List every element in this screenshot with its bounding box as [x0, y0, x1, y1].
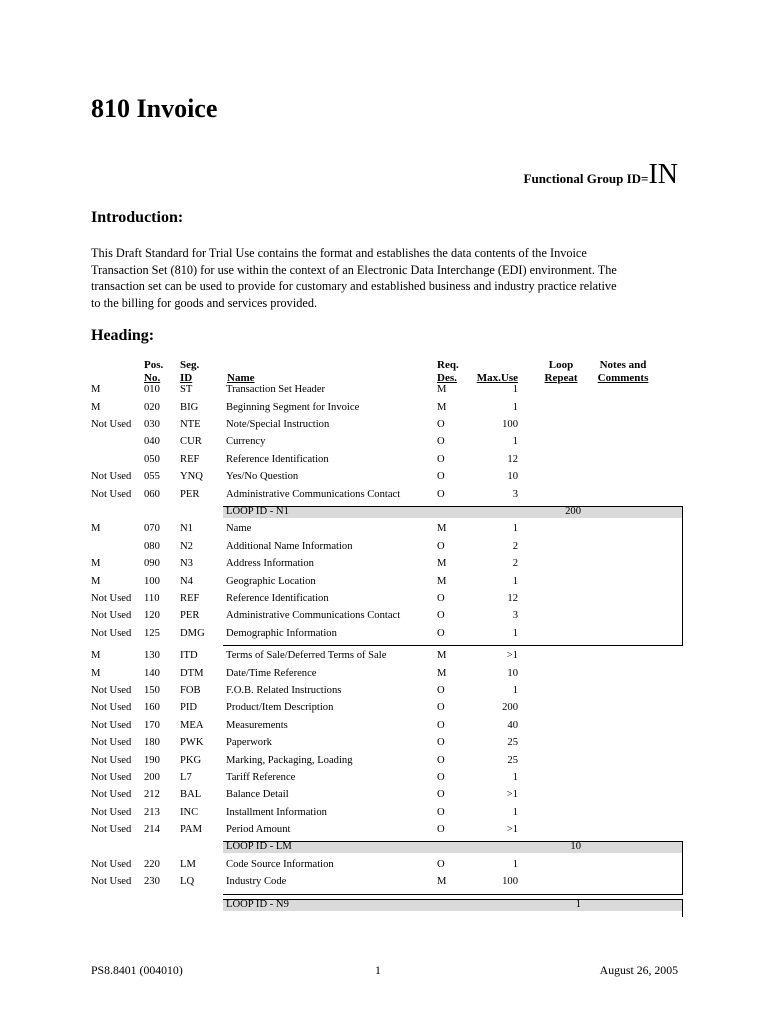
segment-row: [0, 538, 768, 555]
segment-name: Reference Identification: [226, 453, 329, 465]
position-number: 020: [144, 401, 160, 413]
usage-indicator: Not Used: [91, 488, 132, 500]
segment-id: LQ: [180, 876, 195, 888]
usage-indicator: Not Used: [91, 771, 132, 783]
col-header-pos: No.: [144, 371, 161, 384]
position-number: 213: [144, 806, 160, 818]
segment-name: Balance Detail: [226, 789, 289, 801]
usage-indicator: M: [91, 558, 101, 570]
segment-row: [0, 451, 768, 468]
requirement-designator: M: [437, 876, 447, 888]
requirement-designator: O: [437, 806, 445, 818]
segment-id: LM: [180, 858, 196, 870]
segment-name: Period Amount: [226, 824, 291, 836]
requirement-designator: O: [437, 488, 445, 500]
segment-name: Transaction Set Header: [226, 384, 326, 396]
position-number: 170: [144, 719, 160, 731]
segment-name: Additional Name Information: [226, 540, 353, 552]
max-use: >1: [506, 650, 518, 662]
segment-id: YNQ: [180, 471, 203, 483]
paragraph-line: Transaction Set (810) for use within the context of an Electronic Data Interchange (EDI) environment. The: [91, 262, 617, 277]
requirement-designator: O: [437, 684, 445, 696]
segment-row: [0, 682, 768, 699]
max-use: 1: [512, 575, 518, 587]
segment-id: INC: [180, 806, 199, 818]
segment-row: [0, 625, 768, 642]
paragraph-line: to the billing for goods and services provided.: [91, 296, 318, 311]
loop-header-row: [0, 896, 768, 913]
position-number: 130: [144, 650, 160, 662]
segment-name: Administrative Communications Contact: [226, 488, 401, 500]
segment-name: Demographic Information: [226, 627, 337, 639]
position-number: 230: [144, 876, 160, 888]
loop-shading: [223, 900, 682, 911]
position-number: 120: [144, 610, 160, 622]
segment-name: Geographic Location: [226, 575, 316, 587]
position-number: 080: [144, 540, 160, 552]
max-use: 10: [507, 667, 518, 679]
position-number: 100: [144, 575, 160, 587]
segment-id: N2: [180, 540, 193, 552]
usage-indicator: Not Used: [91, 719, 132, 731]
segment-name: Currency: [226, 436, 266, 448]
usage-indicator: M: [91, 523, 101, 535]
loop-header-row: [0, 503, 768, 520]
loop-id: LOOP ID - N9: [226, 898, 289, 910]
segment-id: DMG: [180, 627, 205, 639]
loop-repeat: 10: [570, 841, 581, 853]
requirement-designator: M: [437, 384, 447, 396]
col-header-notes: Notes and: [599, 358, 647, 371]
max-use: 100: [502, 876, 518, 888]
max-use: 200: [502, 702, 518, 714]
segment-id: N3: [180, 558, 193, 570]
footer-document-id: PS8.8401 (004010): [91, 963, 183, 977]
col-header-loop: Loop: [548, 358, 574, 371]
position-number: 070: [144, 523, 160, 535]
requirement-designator: M: [437, 558, 447, 570]
col-header-pos: Pos.: [144, 358, 164, 371]
functional-group-id: [524, 158, 678, 196]
requirement-designator: M: [437, 667, 447, 679]
segment-name: Address Information: [226, 558, 314, 570]
position-number: 212: [144, 789, 160, 801]
usage-indicator: Not Used: [91, 610, 132, 622]
segment-id: PAM: [180, 824, 202, 836]
segment-name: Tariff Reference: [226, 771, 296, 783]
segment-id: DTM: [180, 667, 204, 679]
position-number: 090: [144, 558, 160, 570]
max-use: 25: [507, 737, 518, 749]
segment-row: [0, 647, 768, 664]
requirement-designator: M: [437, 650, 447, 662]
position-number: 190: [144, 754, 160, 766]
segment-id: N1: [180, 523, 193, 535]
segment-row: [0, 752, 768, 769]
col-header-req: Req.: [437, 358, 459, 371]
requirement-designator: O: [437, 737, 445, 749]
segment-row: [0, 399, 768, 416]
max-use: 1: [512, 858, 518, 870]
segment-name: Reference Identification: [226, 592, 329, 604]
col-header-seg: Seg.: [180, 358, 200, 371]
requirement-designator: O: [437, 702, 445, 714]
usage-indicator: Not Used: [91, 471, 132, 483]
segment-row: [0, 665, 768, 682]
segment-row: [0, 717, 768, 734]
requirement-designator: O: [437, 471, 445, 483]
loop-group: [0, 503, 768, 646]
segment-name: Industry Code: [226, 876, 287, 888]
loop-group: [0, 896, 768, 917]
segment-name: Measurements: [226, 719, 288, 731]
requirement-designator: O: [437, 789, 445, 801]
segment-id: CUR: [180, 436, 202, 448]
segment-row: [0, 873, 768, 890]
max-use: 12: [507, 592, 518, 604]
max-use: 1: [512, 771, 518, 783]
segment-name: Beginning Segment for Invoice: [226, 401, 360, 413]
usage-indicator: Not Used: [91, 737, 132, 749]
usage-indicator: M: [91, 384, 101, 396]
segment-row: [0, 699, 768, 716]
requirement-designator: O: [437, 453, 445, 465]
loop-header-row: [0, 838, 768, 855]
segment-row: [0, 821, 768, 838]
segment-id: REF: [180, 592, 200, 604]
requirement-designator: O: [437, 771, 445, 783]
position-number: 060: [144, 488, 160, 500]
col-header-req: Des.: [437, 371, 457, 384]
max-use: 1: [512, 436, 518, 448]
segment-name: Product/Item Description: [226, 702, 334, 714]
usage-indicator: Not Used: [91, 684, 132, 696]
requirement-designator: O: [437, 610, 445, 622]
col-header-seg: ID: [180, 371, 193, 384]
requirement-designator: O: [437, 592, 445, 604]
segment-name: Yes/No Question: [226, 471, 299, 483]
segment-row: [0, 433, 768, 450]
loop-shading: [223, 507, 682, 518]
max-use: 40: [507, 719, 518, 731]
usage-indicator: M: [91, 401, 101, 413]
segment-id: NTE: [180, 419, 201, 431]
requirement-designator: O: [437, 858, 445, 870]
segment-row: [0, 555, 768, 572]
usage-indicator: Not Used: [91, 419, 132, 431]
usage-indicator: Not Used: [91, 858, 132, 870]
footer-date: August 26, 2005: [599, 963, 678, 977]
usage-indicator: Not Used: [91, 754, 132, 766]
max-use: 3: [512, 610, 518, 622]
introduction-heading: Introduction:: [91, 209, 184, 226]
paragraph-line: This Draft Standard for Trial Use contains the format and establishes the data contents of the Invoice: [91, 246, 587, 260]
segment-id: PWK: [180, 737, 204, 749]
usage-indicator: Not Used: [91, 806, 132, 818]
segment-id: N4: [180, 575, 193, 587]
max-use: 1: [512, 384, 518, 396]
segment-id: L7: [180, 771, 192, 783]
document-title: 810 Invoice: [91, 94, 218, 123]
loop-id: LOOP ID - N1: [226, 506, 289, 518]
loop-repeat: 200: [565, 506, 581, 518]
requirement-designator: O: [437, 627, 445, 639]
segment-id: PKG: [180, 754, 202, 766]
position-number: 055: [144, 471, 160, 483]
functional-group-label: Functional Group ID=: [523, 171, 649, 186]
segment-name: Terms of Sale/Deferred Terms of Sale: [226, 650, 387, 662]
segment-id: BAL: [180, 789, 202, 801]
max-use: 100: [502, 419, 518, 431]
segment-name: Name: [226, 523, 252, 535]
introduction-paragraph: [91, 245, 617, 312]
max-use: >1: [506, 789, 518, 801]
max-use: 25: [507, 754, 518, 766]
position-number: 220: [144, 858, 160, 870]
usage-indicator: M: [91, 575, 101, 587]
segment-table: [0, 381, 768, 917]
position-number: 040: [144, 436, 160, 448]
position-number: 010: [144, 384, 160, 396]
usage-indicator: Not Used: [91, 789, 132, 801]
max-use: 3: [512, 488, 518, 500]
segment-row: [0, 734, 768, 751]
max-use: 10: [507, 471, 518, 483]
loop-group: [0, 838, 768, 894]
position-number: 030: [144, 419, 160, 431]
segment-id: BIG: [180, 401, 199, 413]
loop-repeat: 1: [575, 898, 581, 910]
segment-id: REF: [180, 453, 200, 465]
segment-name: Code Source Information: [226, 858, 334, 870]
col-header-name: Name: [227, 371, 255, 384]
position-number: 160: [144, 702, 160, 714]
segment-name: Paperwork: [226, 737, 272, 749]
segment-id: FOB: [180, 684, 201, 696]
section-heading: Heading:: [91, 327, 155, 344]
col-header-max-use: Max.Use: [476, 371, 518, 384]
segment-row: [0, 416, 768, 433]
segment-name: Administrative Communications Contact: [226, 610, 401, 622]
col-header-loop: Repeat: [544, 371, 578, 384]
col-header-notes: Comments: [597, 371, 649, 384]
footer-page-number: 1: [375, 963, 381, 977]
paragraph-line: transaction set can be used to provide for customary and established business and industry practice relative: [91, 279, 617, 294]
requirement-designator: O: [437, 824, 445, 836]
table-header-row: [0, 359, 768, 372]
segment-id: ST: [180, 384, 193, 396]
segment-name: Date/Time Reference: [226, 667, 317, 679]
segment-id: PER: [180, 488, 200, 500]
position-number: 150: [144, 684, 160, 696]
segment-row: [0, 804, 768, 821]
segment-row: [0, 590, 768, 607]
position-number: 140: [144, 667, 160, 679]
segment-row: [0, 573, 768, 590]
max-use: 1: [512, 684, 518, 696]
requirement-designator: O: [437, 436, 445, 448]
segment-row: [0, 607, 768, 624]
max-use: 1: [512, 806, 518, 818]
position-number: 200: [144, 771, 160, 783]
requirement-designator: M: [437, 575, 447, 587]
functional-group-value: IN: [648, 159, 678, 190]
position-number: 214: [144, 824, 160, 836]
usage-indicator: Not Used: [91, 824, 132, 836]
max-use: 1: [512, 401, 518, 413]
segment-name: Installment Information: [226, 806, 327, 818]
usage-indicator: Not Used: [91, 702, 132, 714]
segment-name: Note/Special Instruction: [226, 419, 330, 431]
max-use: 12: [507, 453, 518, 465]
requirement-designator: M: [437, 401, 447, 413]
segment-row: [0, 856, 768, 873]
segment-row: [0, 769, 768, 786]
segment-name: F.O.B. Related Instructions: [226, 684, 342, 696]
max-use: 1: [512, 627, 518, 639]
max-use: 2: [512, 558, 518, 570]
segment-id: MEA: [180, 719, 204, 731]
usage-indicator: M: [91, 650, 101, 662]
segment-row: [0, 786, 768, 803]
segment-id: ITD: [180, 650, 198, 662]
requirement-designator: O: [437, 754, 445, 766]
position-number: 050: [144, 453, 160, 465]
requirement-designator: O: [437, 719, 445, 731]
usage-indicator: Not Used: [91, 627, 132, 639]
segment-id: PER: [180, 610, 200, 622]
max-use: >1: [506, 824, 518, 836]
loop-id: LOOP ID - LM: [226, 841, 292, 853]
segment-id: PID: [180, 702, 198, 714]
usage-indicator: M: [91, 667, 101, 679]
position-number: 125: [144, 627, 160, 639]
max-use: 2: [512, 540, 518, 552]
position-number: 110: [144, 592, 160, 604]
segment-row: [0, 381, 768, 398]
segment-name: Marking, Packaging, Loading: [226, 754, 353, 766]
requirement-designator: M: [437, 523, 447, 535]
segment-row: [0, 486, 768, 503]
usage-indicator: Not Used: [91, 592, 132, 604]
max-use: 1: [512, 523, 518, 535]
usage-indicator: Not Used: [91, 876, 132, 888]
position-number: 180: [144, 737, 160, 749]
requirement-designator: O: [437, 540, 445, 552]
segment-row: [0, 520, 768, 537]
segment-row: [0, 468, 768, 485]
requirement-designator: O: [437, 419, 445, 431]
